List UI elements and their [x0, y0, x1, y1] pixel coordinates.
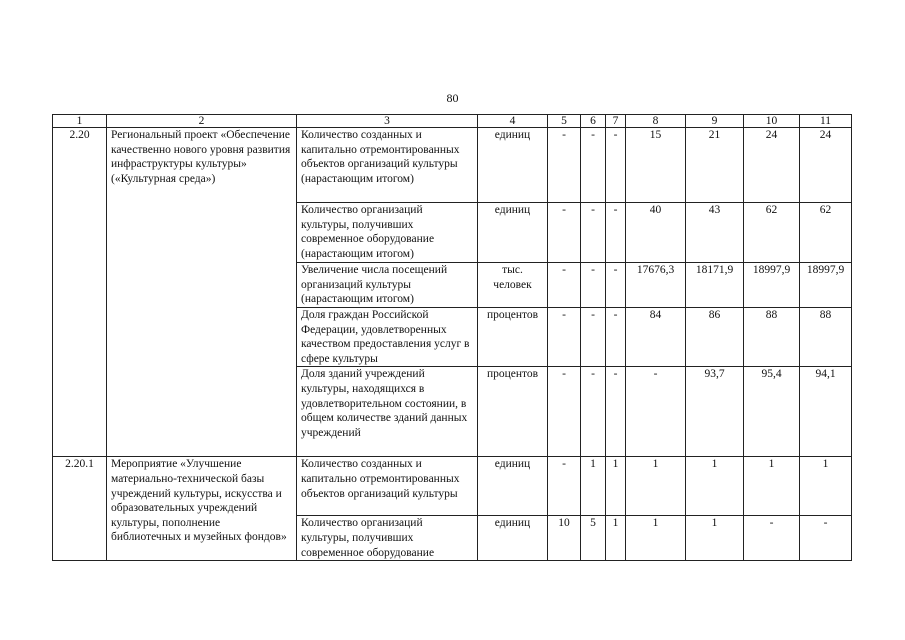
- column-header: 8: [626, 115, 686, 128]
- value-col5: -: [548, 128, 581, 203]
- indicator-name: Доля зданий учреждений культуры, находящихся в удовлетворительном состоянии, в общем количестве зданий данных учреждений: [297, 367, 478, 457]
- value-col6: -: [581, 128, 606, 203]
- column-header: 3: [297, 115, 478, 128]
- value-col7: 1: [606, 457, 626, 516]
- value-col7: -: [606, 308, 626, 367]
- value-col8: 84: [626, 308, 686, 367]
- value-col11: 94,1: [800, 367, 852, 457]
- column-header: 2: [107, 115, 297, 128]
- value-col11: 18997,9: [800, 263, 852, 308]
- value-col8: 1: [626, 516, 686, 561]
- value-col9: 18171,9: [686, 263, 744, 308]
- value-col11: 88: [800, 308, 852, 367]
- value-col8: 40: [626, 203, 686, 263]
- unit: единиц: [478, 203, 548, 263]
- value-col7: -: [606, 128, 626, 203]
- value-col11: 1: [800, 457, 852, 516]
- value-col5: -: [548, 457, 581, 516]
- unit: тыс. человек: [478, 263, 548, 308]
- value-col5: -: [548, 263, 581, 308]
- page-number: 80: [446, 91, 459, 105]
- column-header: 11: [800, 115, 852, 128]
- item-code: 2.20: [53, 128, 107, 457]
- value-col9: 93,7: [686, 367, 744, 457]
- value-col7: 1: [606, 516, 626, 561]
- table-row: [53, 128, 852, 203]
- column-header: 9: [686, 115, 744, 128]
- value-col9: 43: [686, 203, 744, 263]
- item-name: Мероприятие «Улучшение материально-технической базы учреждений культуры, искусства и образовательных учреждений культуры, пополнение библиотечных и музейных фондов»: [107, 457, 297, 561]
- value-col10: 95,4: [744, 367, 800, 457]
- value-col11: 24: [800, 128, 852, 203]
- value-col8: 1: [626, 457, 686, 516]
- indicators-table: [52, 114, 852, 561]
- value-col7: -: [606, 263, 626, 308]
- value-col7: -: [606, 367, 626, 457]
- value-col11: -: [800, 516, 852, 561]
- value-col6: -: [581, 203, 606, 263]
- value-col10: 18997,9: [744, 263, 800, 308]
- value-col9: 21: [686, 128, 744, 203]
- column-header: 7: [606, 115, 626, 128]
- column-header: 1: [53, 115, 107, 128]
- indicator-name: Увеличение числа посещений организаций культуры (нарастающим итогом): [297, 263, 478, 308]
- value-col5: 10: [548, 516, 581, 561]
- value-col6: 1: [581, 457, 606, 516]
- value-col6: -: [581, 367, 606, 457]
- indicator-name: Доля граждан Российской Федерации, удовлетворенных качеством предоставления услуг в сфере культуры: [297, 308, 478, 367]
- unit: единиц: [478, 457, 548, 516]
- column-header: 6: [581, 115, 606, 128]
- value-col11: 62: [800, 203, 852, 263]
- value-col10: -: [744, 516, 800, 561]
- indicator-name: Количество организаций культуры, получивших современное оборудование: [297, 516, 478, 561]
- item-name: Региональный проект «Обеспечение качественно нового уровня развития инфраструктуры культуры» («Культурная среда»): [107, 128, 297, 457]
- indicator-name: Количество созданных и капитально отремонтированных объектов организаций культуры: [297, 457, 478, 516]
- value-col8: 17676,3: [626, 263, 686, 308]
- value-col10: 1: [744, 457, 800, 516]
- value-col9: 1: [686, 516, 744, 561]
- value-col10: 88: [744, 308, 800, 367]
- column-header: 5: [548, 115, 581, 128]
- value-col10: 24: [744, 128, 800, 203]
- value-col8: -: [626, 367, 686, 457]
- value-col9: 1: [686, 457, 744, 516]
- value-col5: -: [548, 308, 581, 367]
- unit: процентов: [478, 308, 548, 367]
- unit: единиц: [478, 128, 548, 203]
- value-col6: 5: [581, 516, 606, 561]
- unit: единиц: [478, 516, 548, 561]
- value-col5: -: [548, 367, 581, 457]
- value-col9: 86: [686, 308, 744, 367]
- value-col10: 62: [744, 203, 800, 263]
- table-row: [53, 457, 852, 516]
- column-header: 4: [478, 115, 548, 128]
- table-header-row: [53, 115, 852, 128]
- value-col5: -: [548, 203, 581, 263]
- value-col7: -: [606, 203, 626, 263]
- value-col8: 15: [626, 128, 686, 203]
- indicator-name: Количество организаций культуры, получивших современное оборудование (нарастающим итогом): [297, 203, 478, 263]
- value-col6: -: [581, 308, 606, 367]
- unit: процентов: [478, 367, 548, 457]
- column-header: 10: [744, 115, 800, 128]
- value-col6: -: [581, 263, 606, 308]
- indicator-name: Количество созданных и капитально отремонтированных объектов организаций культуры (нарастающим итогом): [297, 128, 478, 203]
- item-code: 2.20.1: [53, 457, 107, 561]
